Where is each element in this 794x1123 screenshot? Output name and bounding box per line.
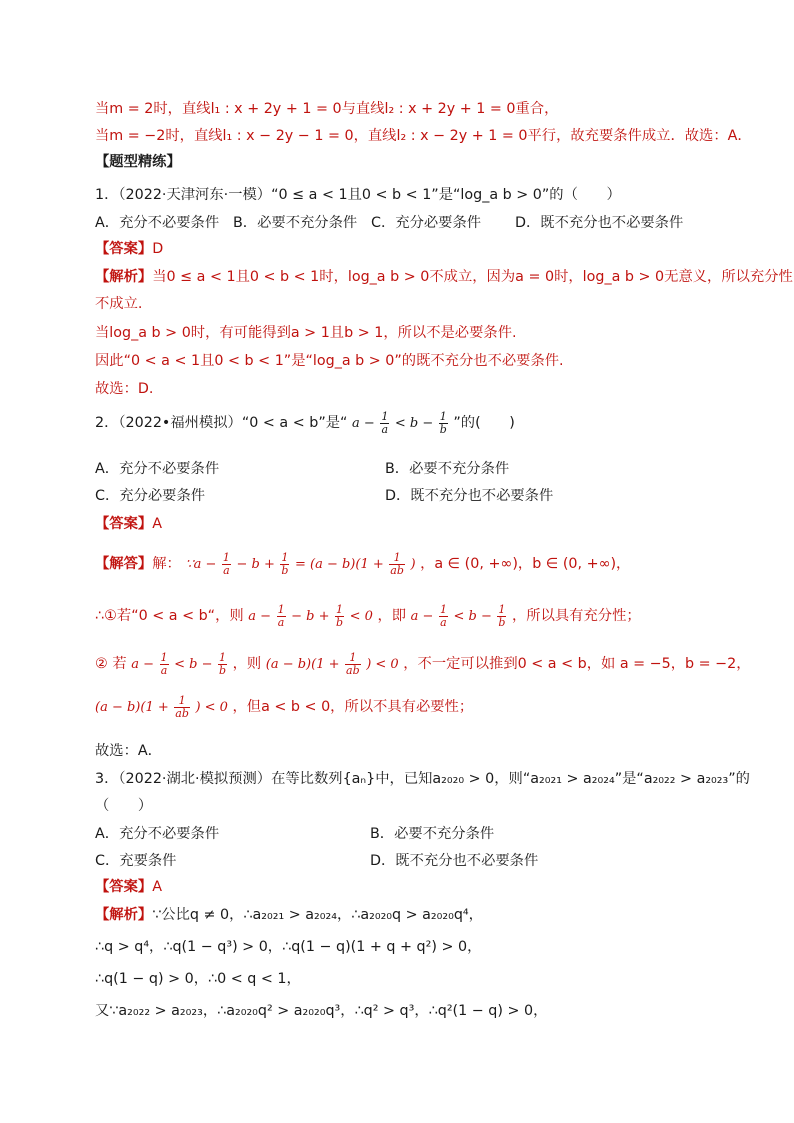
q2-answer: 【答案】A: [95, 516, 162, 532]
q3-answer-value: A: [152, 879, 162, 895]
q2-option-c: C．充分必要条件: [95, 488, 206, 504]
q2-analysis-line-2: ∴①若“0 < a < b“，则 a − $\frac{1}{a}$ − b + $\frac{1}{b}$ < 0 ，即 a − $\frac{1}{a}$ < b − $\frac{1}{b}$ ，所以具有充分性；: [95, 602, 641, 629]
q1-analysis-line-4: 因此“0 < a < 1且0 < b < 1”是“log_a b > 0”的既不充分也不必要条件.: [95, 353, 564, 369]
q1-analysis-line-1: 【解析】当0 ≤ a < 1且0 < b < 1时，log_a b > 0不成立，因为a = 0时，log_a b > 0无意义，所以充分性: [95, 269, 793, 285]
analysis-tag: 【解析】: [95, 269, 153, 285]
q2-analysis-line-3: ② 若 a − $\frac{1}{a}$ < b − $\frac{1}{b}$ ，则 (a − b)(1 + $\frac{1}{ab}$ ) < 0 ，不一定可以推到0 < a < b，如 a = −5，b = −2，: [95, 650, 751, 677]
q3-stem-tail: （ ）: [95, 798, 153, 814]
q1-option-c: C．充分必要条件: [371, 215, 482, 231]
q3-analysis-line-1: 【解析】∵公比q ≠ 0，∴a₂₀₂₁ > a₂₀₂₄，∴a₂₀₂₀q > a₂₀₂₀q⁴，: [95, 907, 483, 923]
q1-analysis-line-2: 不成立.: [95, 296, 143, 312]
q3-option-b: B．必要不充分条件: [370, 826, 495, 842]
q2-answer-value: A: [152, 516, 162, 532]
fraction: $\frac{1}{b}$: [219, 650, 227, 677]
fraction: $\frac{1}{a}$: [439, 602, 447, 629]
q1-option-d: D．既不充分也不必要条件: [515, 215, 684, 231]
q3-option-a: A．充分不必要条件: [95, 826, 220, 842]
q1-answer-value: D: [152, 241, 164, 257]
q2-stem: 2．（2022•福州模拟）“0 < a < b”是“ a − $\frac{1}{a}$ < b − $\frac{1}{b}$ ”的( ): [95, 409, 515, 436]
fraction: $\frac{1}{b}$: [439, 409, 447, 436]
q3-stem: 3．（2022·湖北·模拟预测）在等比数列{aₙ}中，已知a₂₀₂₀ > 0，则“a₂₀₂₁ > a₂₀₂₄”是“a₂₀₂₂ > a₂₀₂₃”的: [95, 771, 750, 787]
q1-option-b: B．必要不充分条件: [233, 215, 358, 231]
q1-stem: 1．（2022·天津河东·一模）“0 ≤ a < 1且0 < b < 1”是“log_a b > 0”的（ ）: [95, 187, 621, 203]
fraction: $\frac{1}{a}$: [222, 550, 230, 577]
q2-analysis-line-4: (a − b)(1 + $\frac{1}{ab}$ ) < 0 ，但a < b < 0，所以不具有必要性；: [95, 693, 474, 720]
fraction: $\frac{1}{a}$: [160, 650, 168, 677]
prev-solution-line-2: 当m = −2时，直线l₁ : x − 2y − 1 = 0，直线l₂ : x − 2y + 1 = 0平行，故充要条件成立．故选：A．: [95, 128, 752, 144]
q2-option-d: D．既不充分也不必要条件: [385, 488, 554, 504]
q1-answer: [95, 238, 163, 260]
q3-analysis-line-3: ∴q(1 − q) > 0，∴0 < q < 1，: [95, 971, 301, 987]
fraction: $\frac{1}{a}$: [277, 602, 285, 629]
answer-tag: 【答案】: [95, 241, 153, 257]
q1-option-a: A．充分不必要条件: [95, 215, 220, 231]
q2-option-b: B．必要不充分条件: [385, 461, 510, 477]
fraction: $\frac{1}{ab}$: [175, 693, 189, 720]
fraction: $\frac{1}{a}$: [381, 409, 389, 436]
prev-solution-line-1: 当m = 2时，直线l₁ : x + 2y + 1 = 0与直线l₂ : x + 2y + 1 = 0重合，: [95, 101, 559, 117]
q3-analysis-line-2: ∴q > q⁴，∴q(1 − q³) > 0，∴q(1 − q)(1 + q + q²) > 0，: [95, 939, 482, 955]
q2-analysis-line-1: 【解答】解： ∵a − $\frac{1}{a}$ − b + $\frac{1}{b}$ = (a − b)(1 + $\frac{1}{ab}$ ) ，a ∈ (0, +∞)，b ∈ (0, +∞)，: [95, 550, 631, 577]
q3-answer: 【答案】A: [95, 879, 162, 895]
fraction: $\frac{1}{b}$: [336, 602, 344, 629]
fraction: $\frac{1}{ab}$: [346, 650, 360, 677]
q3-option-c: C．充要条件: [95, 853, 177, 869]
q3-analysis-line-4: 又∵a₂₀₂₂ > a₂₀₂₃，∴a₂₀₂₀q² > a₂₀₂₀q³，∴q² > q³，∴q²(1 − q) > 0，: [95, 1003, 548, 1019]
q2-option-a: A．充分不必要条件: [95, 461, 220, 477]
fraction: $\frac{1}{ab}$: [390, 550, 404, 577]
q3-option-d: D．既不充分也不必要条件: [370, 853, 539, 869]
q1-analysis-line-5: 故选：D.: [95, 381, 154, 397]
fraction: $\frac{1}{b}$: [498, 602, 506, 629]
section-title: 【题型精练】: [95, 154, 181, 170]
q2-analysis-line-5: 故选：A．: [95, 743, 162, 759]
q1-analysis-line-3: 当log_a b > 0时，有可能得到a > 1且b > 1，所以不是必要条件.: [95, 325, 517, 341]
fraction: $\frac{1}{b}$: [281, 550, 289, 577]
